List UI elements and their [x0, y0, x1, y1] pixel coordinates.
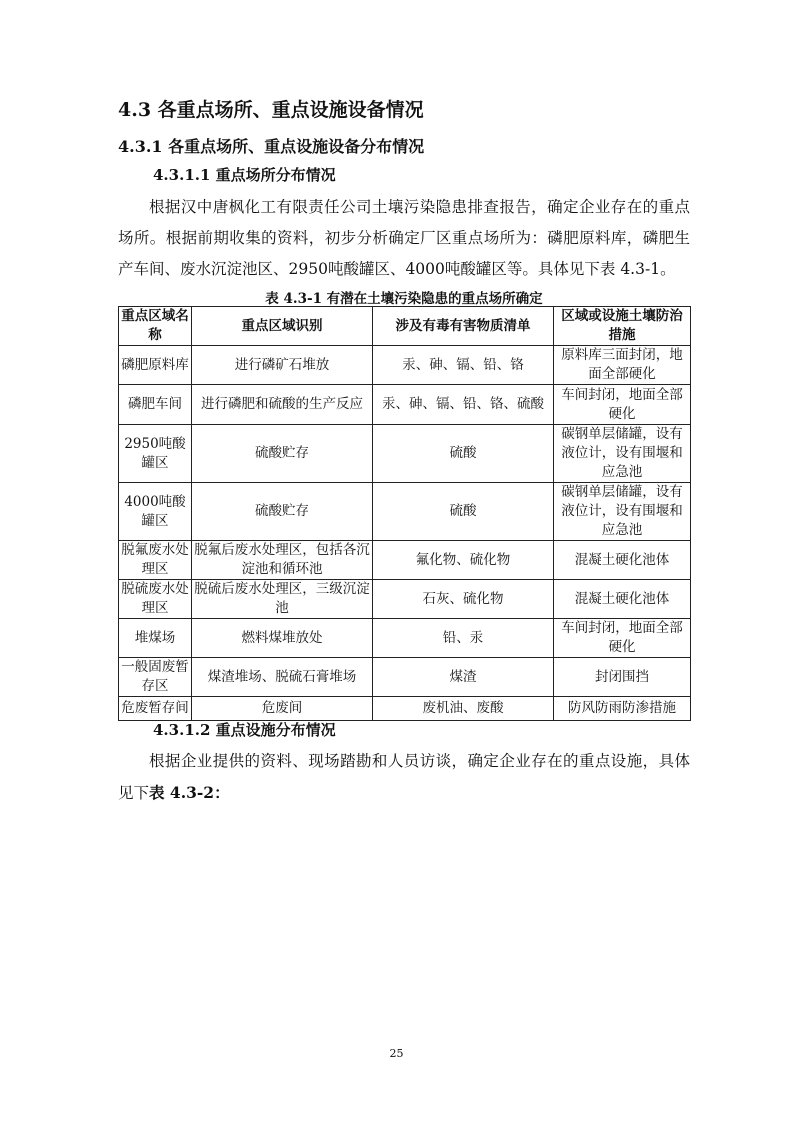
table-cell: 4000吨酸罐区	[119, 483, 192, 541]
table-row	[119, 385, 691, 425]
table-row	[119, 658, 691, 697]
table-row	[119, 580, 691, 619]
section-title: 4.3 各重点场所、重点设施设备情况	[118, 99, 424, 121]
table-cell: 铅、汞	[373, 619, 554, 658]
paragraph-text: 根据企业提供的资料、现场踏勘和人员访谈，确定企业存在的重点设施，具体见下	[118, 752, 690, 802]
table-cell: 进行磷矿石堆放	[192, 346, 373, 385]
table-caption: 表 4.3-1 有潜在土壤污染隐患的重点场所确定	[265, 291, 543, 307]
table-cell: 氟化物、硫化物	[373, 541, 554, 580]
subsubsection-title: 4.3.1.2 重点设施分布情况	[153, 721, 336, 739]
table-row	[119, 619, 691, 658]
table-cell: 汞、砷、镉、铅、铬、硫酸	[373, 385, 554, 425]
table-cell: 进行磷肥和硫酸的生产反应	[192, 385, 373, 425]
table-cell: 脱氟废水处理区	[119, 541, 192, 580]
table-cell: 脱氟后废水处理区，包括各沉淀池和循环池	[192, 541, 373, 580]
subsubsection-title: 4.3.1.1 重点场所分布情况	[153, 166, 336, 184]
table-cell: 危废暂存间	[119, 697, 192, 721]
table-cell: 堆煤场	[119, 619, 192, 658]
table-cell: 脱硫后废水处理区，三级沉淀池	[192, 580, 373, 619]
column-header: 区域或设施土壤防治措施	[554, 307, 691, 346]
key-sites-table	[118, 306, 691, 721]
column-header: 重点区域识别	[192, 307, 373, 346]
column-header: 涉及有毒有害物质清单	[373, 307, 554, 346]
table-cell: 汞、砷、镉、铅、铬	[373, 346, 554, 385]
table-cell: 防风防雨防渗措施	[554, 697, 691, 721]
table-row	[119, 346, 691, 385]
table-cell: 原料库三面封闭，地面全部硬化	[554, 346, 691, 385]
table-cell: 2950吨酸罐区	[119, 425, 192, 483]
table-cell: 磷肥原料库	[119, 346, 192, 385]
table-row	[119, 697, 691, 721]
paragraph: 根据汉中唐枫化工有限责任公司土壤污染隐患排查报告，确定企业存在的重点场所。根据前期收集的资料，初步分析确定厂区重点场所为：磷肥原料库，磷肥生产车间、废水沉淀池区、2950吨酸罐区、4000吨酸罐区等。具体见下表 4.3-1。	[118, 198, 690, 278]
page-number: 25	[389, 1047, 404, 1060]
table-cell: 一般固废暂存区	[119, 658, 192, 697]
table-cell: 硫酸	[373, 425, 554, 483]
table-row	[119, 483, 691, 541]
table-cell: 废机油、废酸	[373, 697, 554, 721]
table-cell: 混凝土硬化池体	[554, 580, 691, 619]
table-cell: 碳钢单层储罐，设有液位计，设有围堰和应急池	[554, 425, 691, 483]
table-cell: 碳钢单层储罐，设有液位计，设有围堰和应急池	[554, 483, 691, 541]
table-header-row	[119, 307, 691, 346]
paragraph	[118, 746, 690, 809]
table-cell: 混凝土硬化池体	[554, 541, 691, 580]
table-cell: 车间封闭，地面全部硬化	[554, 619, 691, 658]
table-cell: 石灰、硫化物	[373, 580, 554, 619]
table-row	[119, 541, 691, 580]
table-cell: 煤渣堆场、脱硫石膏堆场	[192, 658, 373, 697]
table-cell: 硫酸贮存	[192, 425, 373, 483]
table-cell: 封闭围挡	[554, 658, 691, 697]
table-cell: 燃料煤堆放处	[192, 619, 373, 658]
table-cell: 危废间	[192, 697, 373, 721]
table-cell: 硫酸贮存	[192, 483, 373, 541]
table-row	[119, 425, 691, 483]
table-cell: 煤渣	[373, 658, 554, 697]
table-cell: 磷肥车间	[119, 385, 192, 425]
table-reference: 表 4.3-2：	[149, 783, 230, 802]
table-cell: 硫酸	[373, 483, 554, 541]
column-header: 重点区域名称	[119, 307, 192, 346]
table-cell: 脱硫废水处理区	[119, 580, 192, 619]
table-cell: 车间封闭，地面全部硬化	[554, 385, 691, 425]
subsection-title: 4.3.1 各重点场所、重点设施设备分布情况	[118, 137, 425, 156]
